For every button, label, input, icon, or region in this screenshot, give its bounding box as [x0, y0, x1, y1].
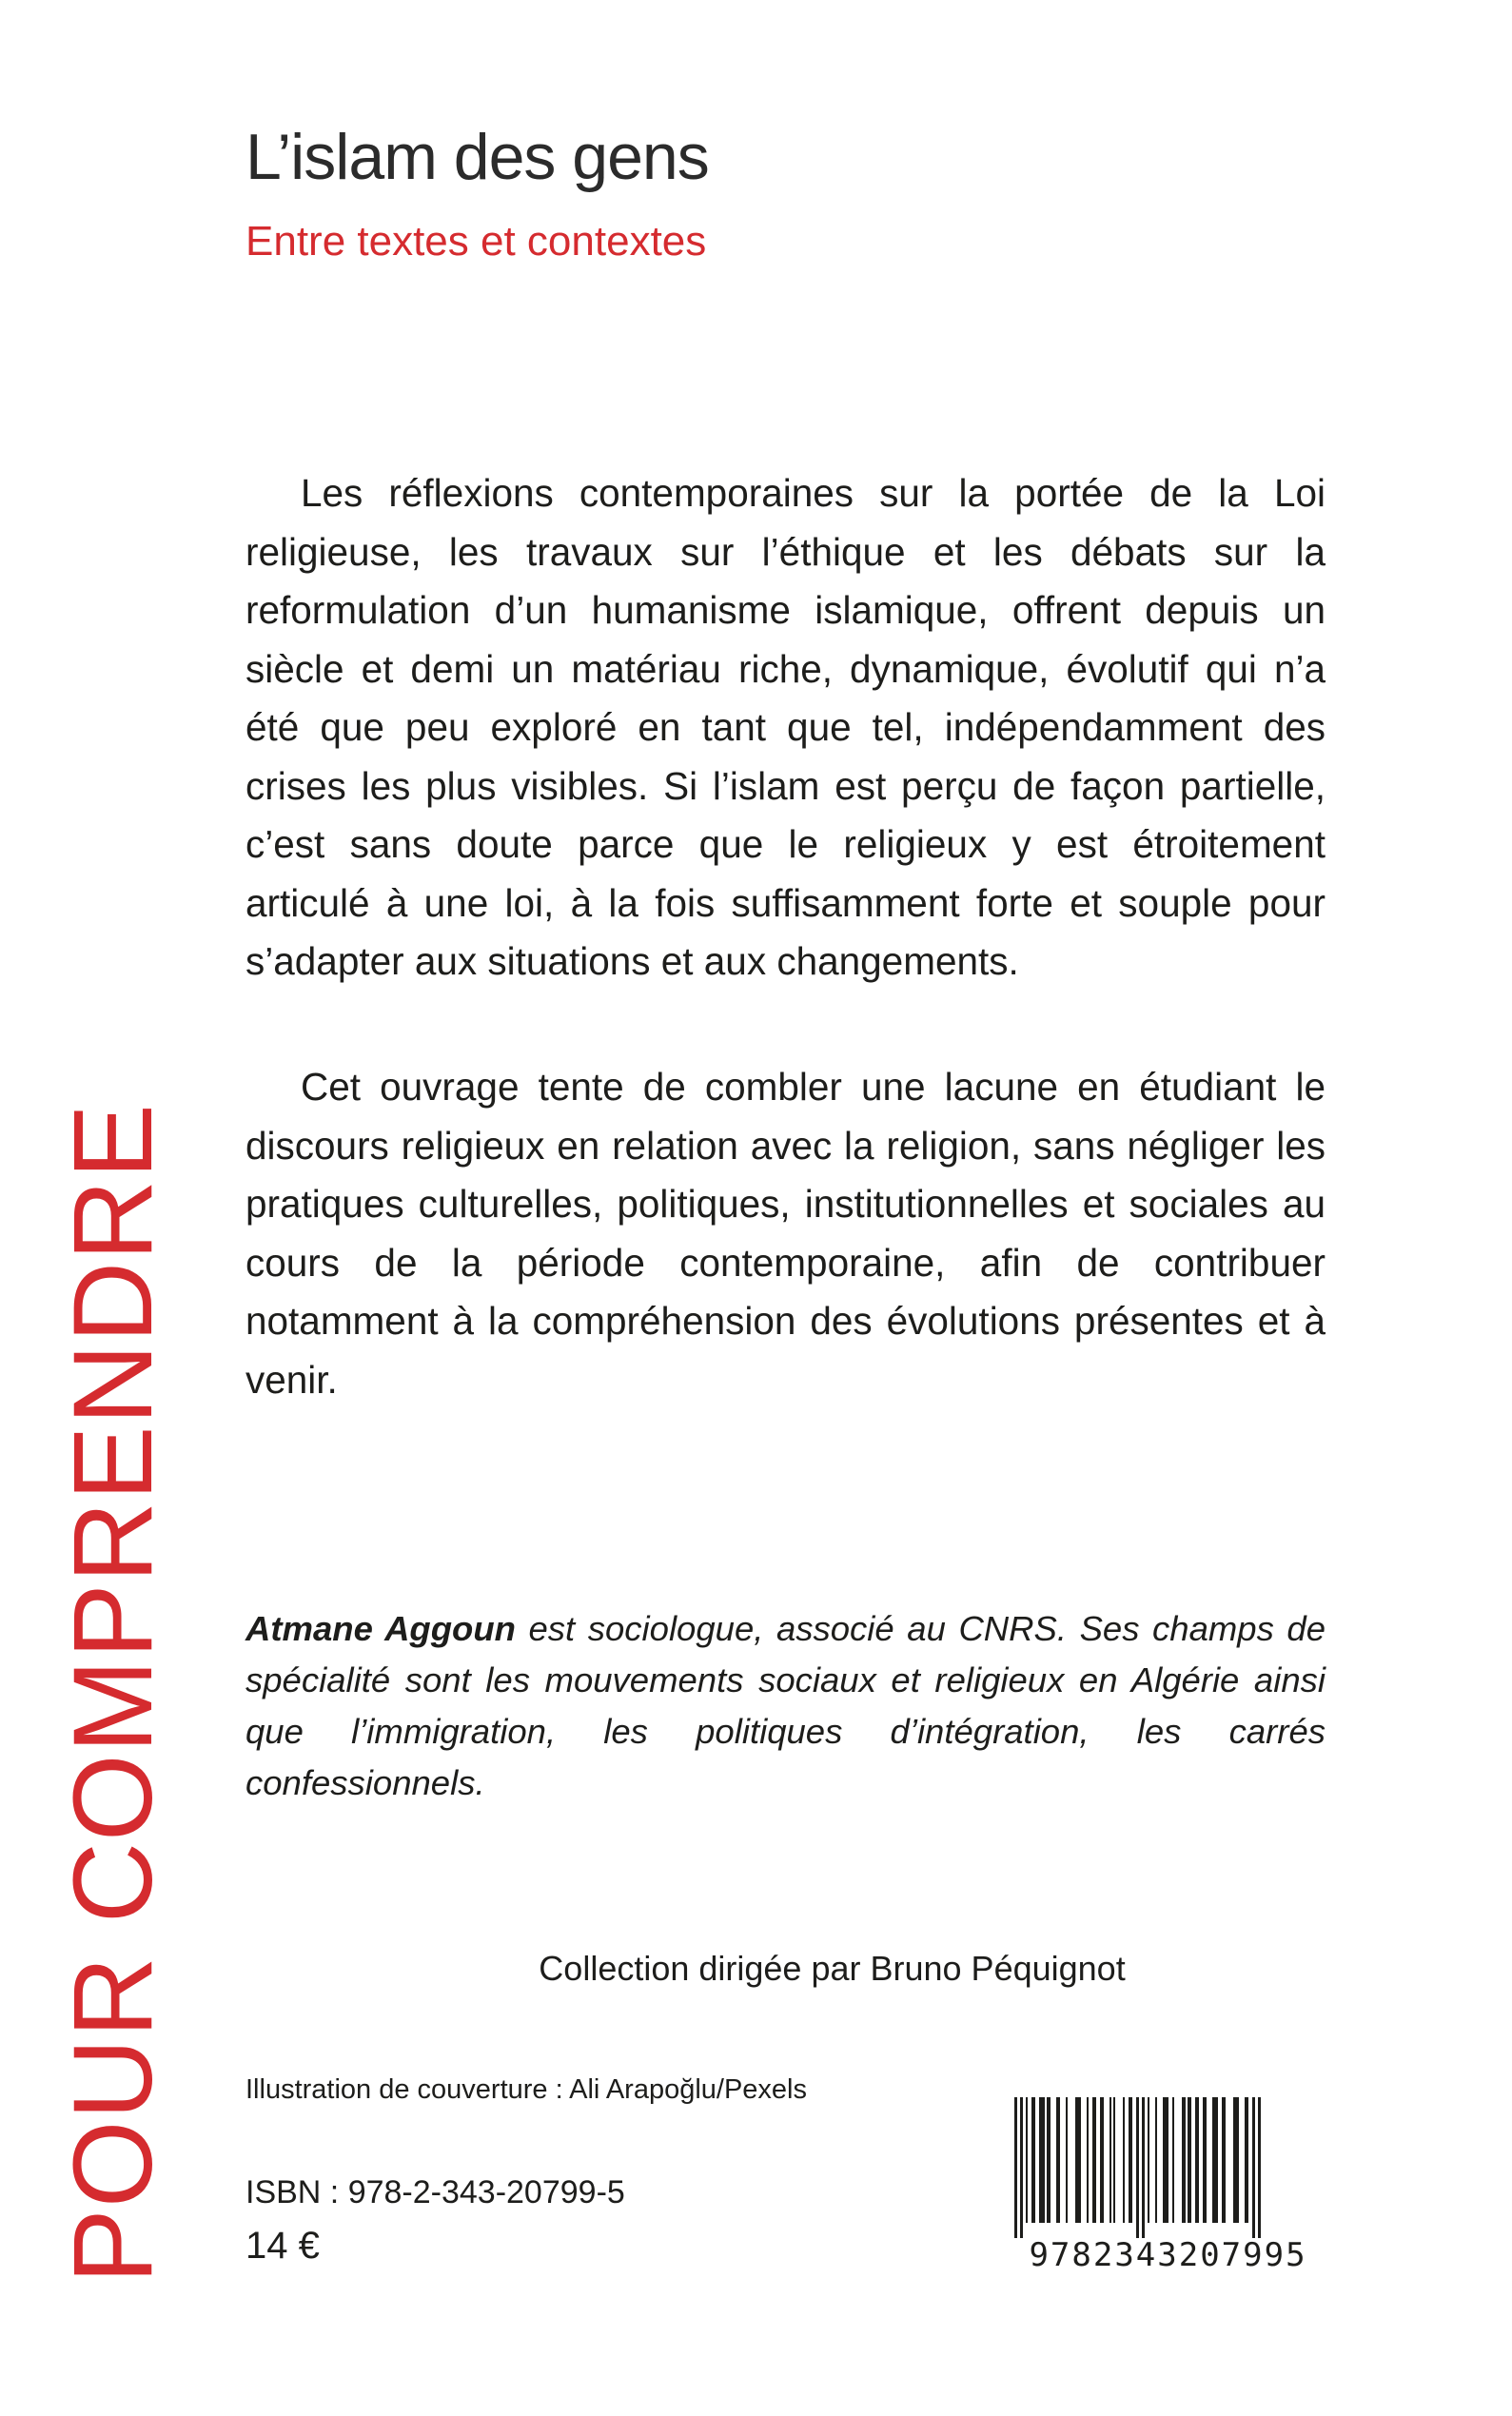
barcode-bar: [1026, 2097, 1028, 2223]
barcode-bar: [1087, 2097, 1089, 2223]
barcode-bar: [1109, 2097, 1111, 2223]
collection-vertical-label: POUR COMPRENDRE: [50, 1103, 176, 2284]
barcode-bar: [1039, 2097, 1045, 2223]
barcode-bar: [1212, 2097, 1218, 2223]
illustration-credit: Illustration de couverture : Ali Arapoğlu/Pexels: [245, 2074, 807, 2105]
barcode-bar: [1155, 2097, 1157, 2223]
barcode-bar: [1252, 2097, 1255, 2238]
barcode-bar: [1100, 2097, 1104, 2223]
author-name: Atmane Aggoun: [245, 1609, 516, 1648]
barcode-bar: [1182, 2097, 1186, 2223]
barcode-bar: [1245, 2097, 1248, 2223]
barcode-bar: [1123, 2097, 1125, 2223]
barcode-bar: [1188, 2097, 1191, 2223]
book-title: L’islam des gens: [245, 121, 709, 193]
collection-director: Collection dirigée par Bruno Péquignot: [539, 1949, 1126, 1988]
author-bio: [245, 1603, 1325, 1809]
barcode-bar: [1020, 2097, 1023, 2238]
price: 14 €: [245, 2225, 320, 2267]
barcode-bar: [1163, 2097, 1168, 2223]
barcode-bar: [1222, 2097, 1226, 2223]
book-subtitle: Entre textes et contextes: [245, 218, 707, 265]
isbn: ISBN : 978-2-343-20799-5: [245, 2174, 625, 2210]
barcode-bar: [1129, 2097, 1132, 2223]
barcode-bar: [1056, 2097, 1060, 2223]
barcode: [1009, 2097, 1327, 2273]
barcode-bar: [1142, 2097, 1145, 2238]
barcode-bars: [1009, 2097, 1327, 2238]
author-bio-text: est sociologue, associé au CNRS. Ses champs de spécialité sont les mouvements sociaux et religieux en Algérie ainsi que l’immigration, les politiques d’intégration, les carrés confessionnels.: [245, 1609, 1325, 1802]
barcode-bar: [1233, 2097, 1239, 2223]
barcode-number: 9782343207995: [1029, 2236, 1307, 2274]
barcode-bar: [1172, 2097, 1174, 2223]
barcode-bar: [1047, 2097, 1051, 2223]
barcode-bar: [1092, 2097, 1096, 2223]
barcode-bar: [1066, 2097, 1068, 2223]
barcode-bar: [1258, 2097, 1261, 2238]
barcode-bar: [1136, 2097, 1139, 2238]
barcode-bar: [1195, 2097, 1199, 2223]
barcode-bar: [1031, 2097, 1035, 2223]
barcode-bar: [1148, 2097, 1149, 2223]
barcode-bar: [1014, 2097, 1017, 2238]
barcode-bar: [1203, 2097, 1207, 2223]
blurb-paragraph-2: Cet ouvrage tente de combler une lacune en étudiant le discours religieux en relation avec la religion, sans négliger les pratiques culturelles, politiques, institutionnelles et sociales au cours de la période contemporaine, afin de contribuer notamment à la compréhension des évolutions présentes et à venir.: [245, 1065, 1325, 1402]
blurb-paragraph-1: Les réflexions contemporaines sur la portée de la Loi religieuse, les travaux sur l’éthique et les débats sur la reformulation d’un humanisme islamique, offrent depuis un siècle et demi un matériau riche, dynamique, évolutif qui n’a été que peu exploré en tant que tel, indépendamment des crises les plus visibles. Si l’islam est perçu de façon partielle, c’est sans doute parce que le religieux y est étroitement articulé à une loi, à la fois suffisamment forte et souple pour s’adapter aux situations et aux changements.: [245, 471, 1325, 983]
barcode-bar: [1075, 2097, 1081, 2223]
barcode-bar: [1113, 2097, 1115, 2223]
